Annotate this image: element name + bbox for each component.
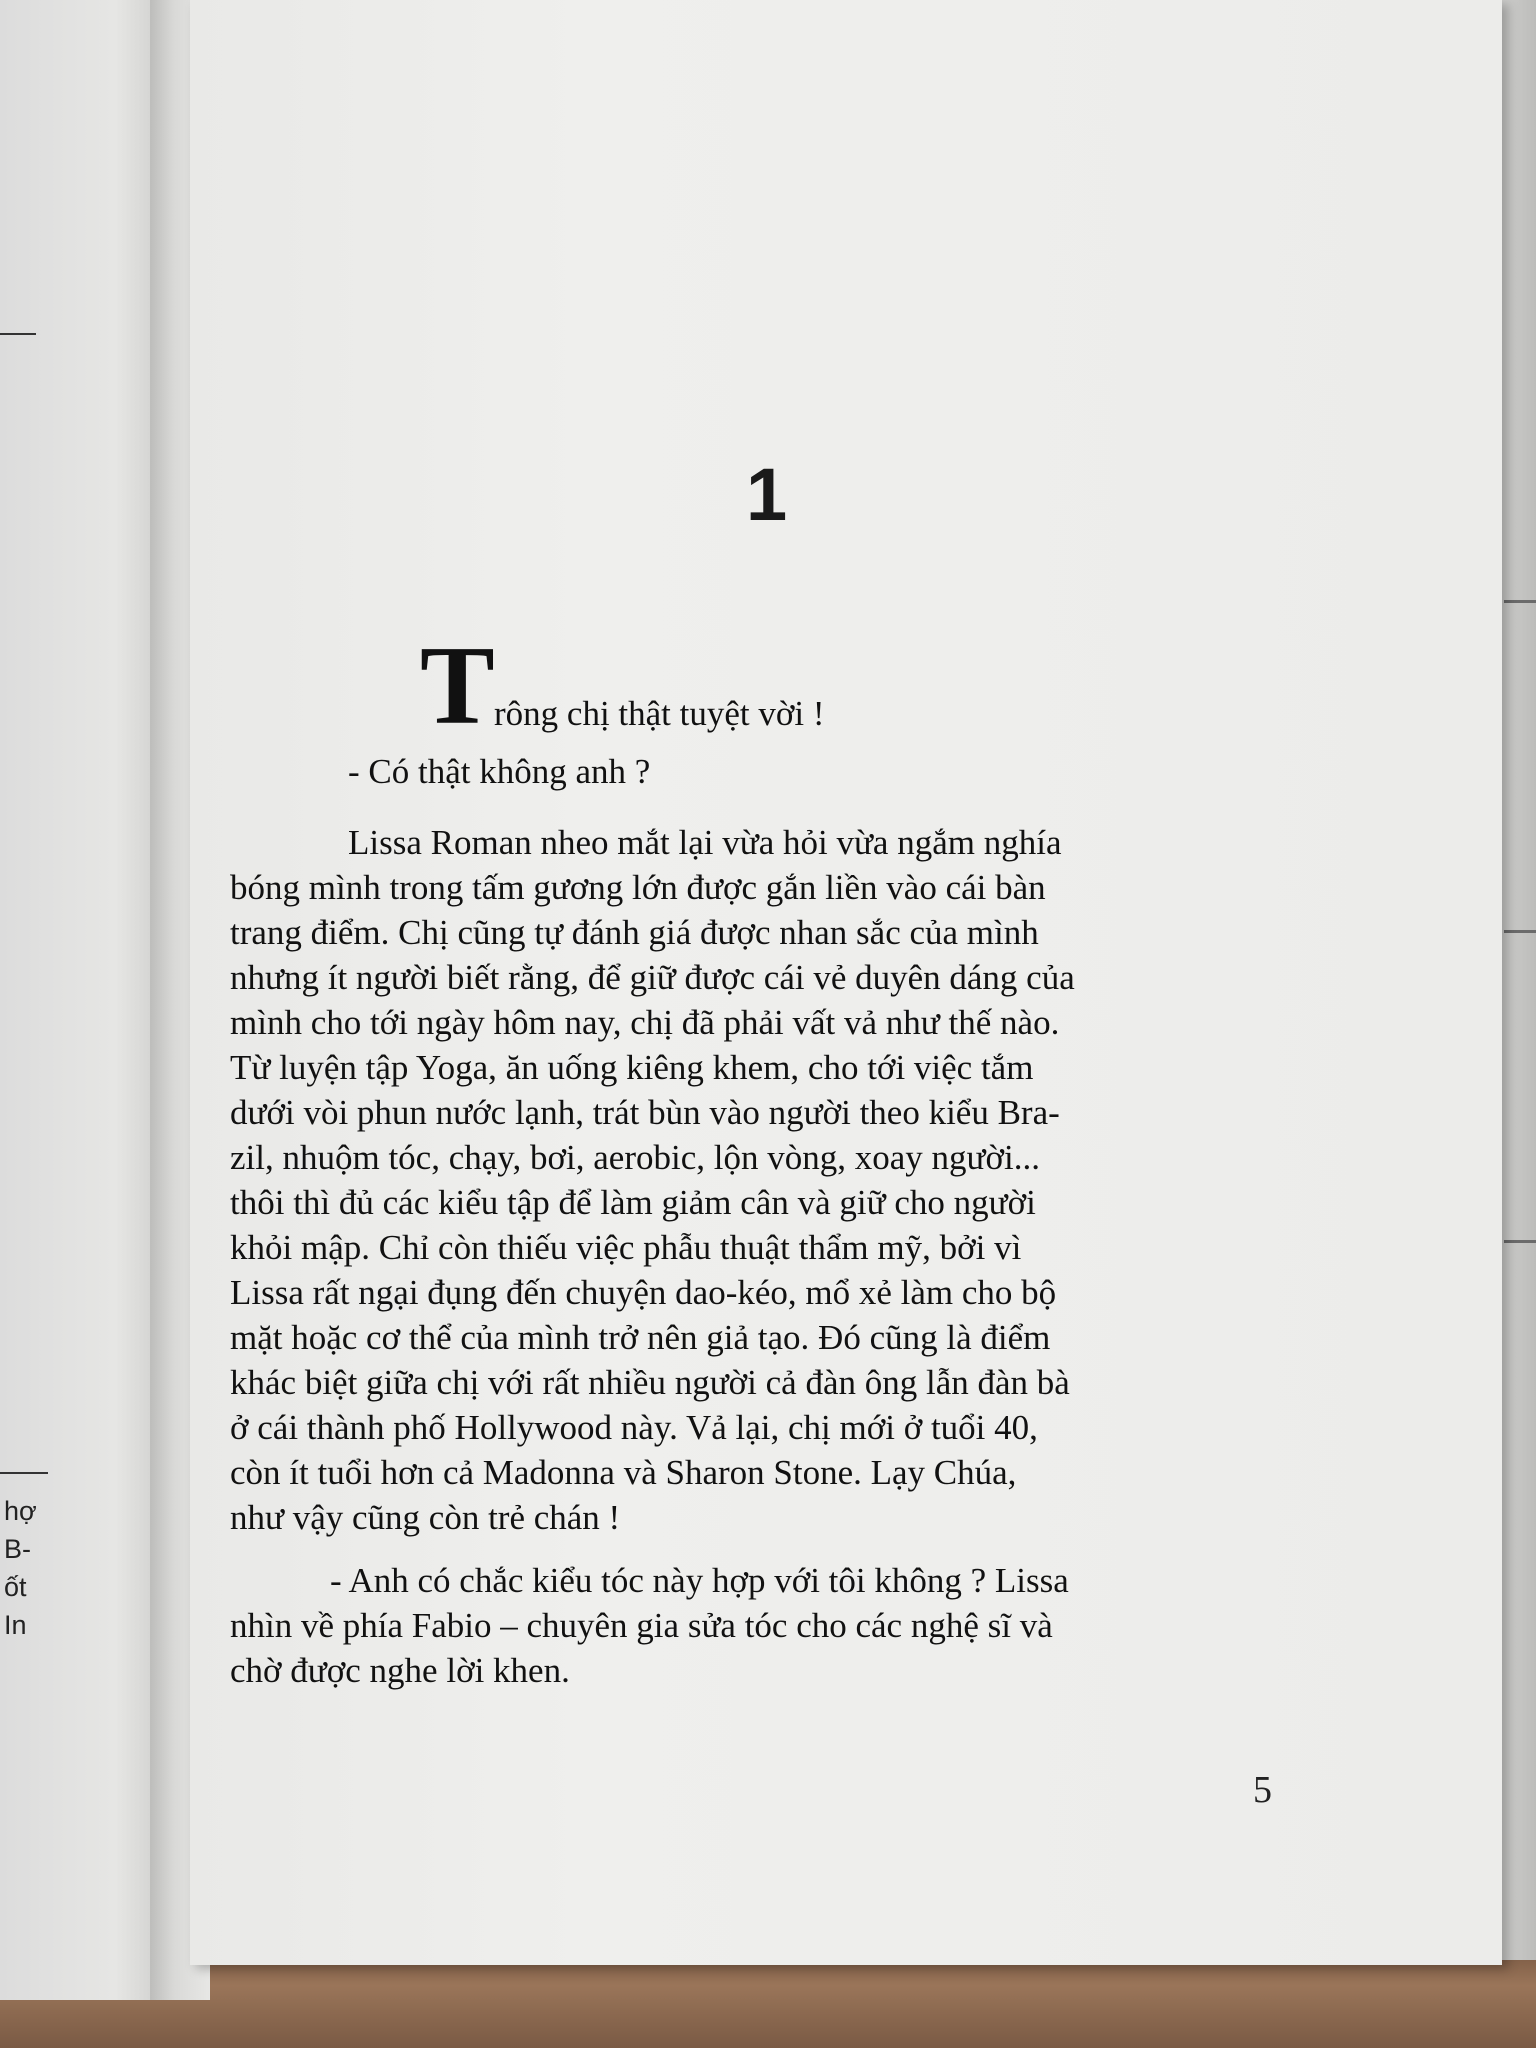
text-line: trang điểm. Chị cũng tự đánh giá được nhan sắc của mình: [230, 913, 1039, 952]
text-line: thôi thì đủ các kiểu tập để làm giảm cân và giữ cho người: [230, 1183, 1036, 1222]
page-number: 5: [1253, 1769, 1272, 1811]
left-page: [0, 0, 165, 2000]
left-page-text-fragments: [4, 1492, 64, 1644]
paragraph-2: [230, 1558, 1330, 1693]
text-line: mình cho tới ngày hôm nay, chị đã phải vất vả như thế nào.: [230, 1003, 1060, 1042]
left-fragment: hợ: [4, 1496, 37, 1526]
text-line: - Anh có chắc kiểu tóc này hợp với tôi không ? Lissa: [330, 1561, 1069, 1600]
drop-cap: T: [420, 624, 495, 748]
text-line: khác biệt giữa chị với rất nhiều người cả đàn ông lẫn đàn bà: [230, 1363, 1070, 1402]
page-edge-mark: [1504, 1240, 1536, 1243]
text-line: Lissa rất ngại đụng đến chuyện dao-kéo, mổ xẻ làm cho bộ: [230, 1273, 1057, 1312]
left-fragment: B-: [4, 1534, 31, 1564]
paragraph-1: [230, 820, 1330, 1540]
page-edge-mark: [1504, 930, 1536, 933]
left-page-rule: [0, 1472, 48, 1474]
text-line: zil, nhuộm tóc, chạy, bơi, aerobic, lộn vòng, xoay người...: [230, 1138, 1040, 1177]
chapter-number: 1: [746, 453, 788, 536]
text-line: ở cái thành phố Hollywood này. Vả lại, chị mới ở tuổi 40,: [230, 1408, 1038, 1447]
page-edge-mark: [1504, 600, 1536, 603]
text-line: còn ít tuổi hơn cả Madonna và Sharon Stone. Lạy Chúa,: [230, 1453, 1017, 1492]
text-line: chờ được nghe lời khen.: [230, 1651, 570, 1690]
text-line: dưới vòi phun nước lạnh, trát bùn vào người theo kiểu Bra-: [230, 1093, 1060, 1132]
text-line: bóng mình trong tấm gương lớn được gắn liền vào cái bàn: [230, 868, 1046, 907]
text-line: mặt hoặc cơ thể của mình trở nên giả tạo. Đó cũng là điểm: [230, 1318, 1051, 1357]
dialogue-line: - Có thật không anh ?: [348, 752, 651, 791]
text-line: khỏi mập. Chỉ còn thiếu việc phẫu thuật thẩm mỹ, bởi vì: [230, 1228, 1022, 1267]
text-line: nhìn về phía Fabio – chuyên gia sửa tóc cho các nghệ sĩ và: [230, 1606, 1053, 1645]
text-line: nhưng ít người biết rằng, để giữ được cái vẻ duyên dáng của: [230, 958, 1075, 997]
opening-text: rông chị thật tuyệt vời !: [494, 694, 825, 733]
left-fragment: In: [4, 1610, 27, 1640]
left-fragment: ốt: [4, 1572, 27, 1602]
book-page: [190, 0, 1502, 1965]
left-page-rule: [0, 333, 36, 335]
text-line: như vậy cũng còn trẻ chán !: [230, 1498, 621, 1537]
right-page-edges: [1500, 0, 1536, 1960]
text-line: Từ luyện tập Yoga, ăn uống kiêng khem, cho tới việc tắm: [230, 1048, 1034, 1087]
text-line: Lissa Roman nheo mắt lại vừa hỏi vừa ngắm nghía: [348, 823, 1062, 862]
